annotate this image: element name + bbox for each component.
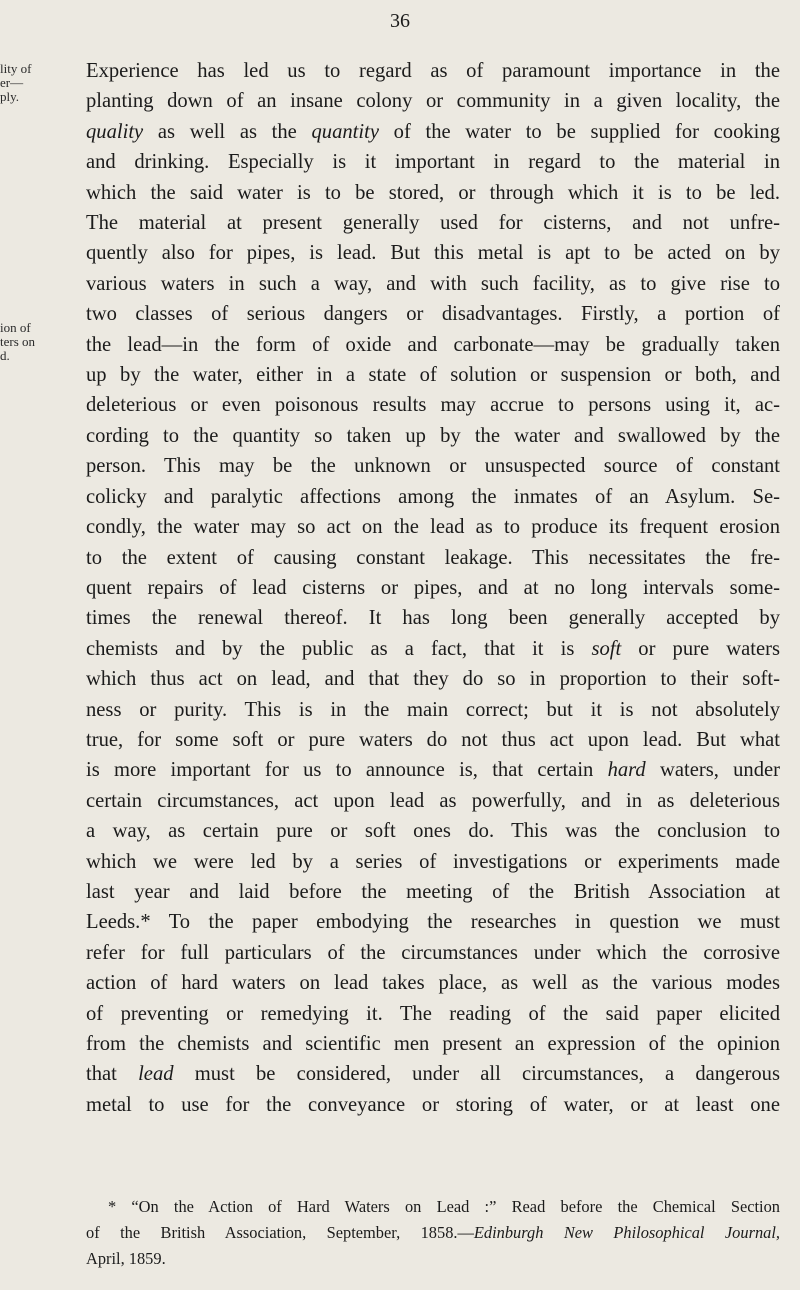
text-run: and drinking. Especially is it important in regard to the material in — [86, 151, 780, 174]
body-line — [86, 56, 780, 86]
body-line — [86, 86, 780, 116]
footnote-line — [86, 1194, 780, 1220]
text-run: of the British Association, September, 1858.— — [86, 1223, 474, 1242]
text-run: to the extent of causing constant leakage. This necessitates the fre- — [86, 546, 780, 569]
margin-note-line: ion of — [0, 320, 31, 335]
body-line — [86, 603, 780, 633]
text-run: certain circumstances, act upon lead as powerfully, and in as deleterious — [86, 789, 780, 812]
text-run: Leeds.* To the paper embodying the researches in question we must — [86, 911, 780, 934]
body-line — [86, 573, 780, 603]
body-line — [86, 147, 780, 177]
text-run: two classes of serious dangers or disadvantages. Firstly, a portion of — [86, 303, 780, 326]
text-run: refer for full particulars of the circumstances under which the corrosive — [86, 941, 780, 964]
body-line — [86, 543, 780, 573]
body-line — [86, 269, 780, 299]
text-run: waters, under — [645, 759, 780, 782]
margin-note-line: lity of — [0, 61, 32, 76]
page-number: 36 — [390, 10, 410, 32]
margin-note-line: er— — [0, 75, 24, 90]
text-run: The material at present generally used for cisterns, and not unfre- — [86, 212, 780, 235]
text-run: ness or purity. This is in the main correct; but it is not absolutely — [86, 698, 780, 721]
body-line — [86, 816, 780, 846]
body-line — [86, 360, 780, 390]
text-run: April, 1859. — [86, 1249, 166, 1268]
text-run: times the renewal thereof. It has long been generally accepted by — [86, 607, 780, 630]
text-run: is more important for us to announce is, that certain — [86, 759, 608, 782]
body-line — [86, 938, 780, 968]
body-line — [86, 330, 780, 360]
italic-text: hard — [607, 759, 646, 782]
body-line — [86, 482, 780, 512]
text-run: as well as the — [143, 120, 312, 143]
body-line — [86, 634, 780, 664]
margin-note-quality-of-water-supply — [0, 62, 58, 104]
italic-text: quality — [86, 120, 144, 143]
body-line — [86, 755, 780, 785]
text-run: up by the water, either in a state of solution or suspension or both, and — [86, 364, 780, 387]
text-run: of preventing or remedying it. The reading of the said paper elicited — [86, 1002, 780, 1025]
italic-text: soft — [591, 637, 622, 660]
body-line — [86, 421, 780, 451]
text-run: which the said water is to be stored, or through which it is to be led. — [86, 181, 780, 204]
text-run: must be considered, under all circumstances, a dangerous — [173, 1063, 780, 1086]
margin-note-line: d. — [0, 348, 10, 363]
text-run: action of hard waters on lead takes place, as well as the various modes — [86, 972, 780, 995]
text-run: which thus act on lead, and that they do so in proportion to their soft- — [86, 668, 780, 691]
body-line — [86, 390, 780, 420]
text-run: deleterious or even poisonous results may accrue to persons using it, ac- — [86, 394, 780, 417]
italic-text: quantity — [311, 120, 379, 143]
body-line — [86, 238, 780, 268]
text-run: that — [86, 1063, 139, 1086]
text-run: quently also for pipes, is lead. But this metal is apt to be acted on by — [86, 242, 780, 265]
text-run: last year and laid before the meeting of the British Association at — [86, 880, 780, 903]
body-line — [86, 299, 780, 329]
body-line — [86, 999, 780, 1029]
body-line — [86, 877, 780, 907]
margin-note-line: ters on — [0, 334, 36, 349]
text-run: true, for some soft or pure waters do not thus act upon lead. But what — [86, 728, 780, 751]
body-line — [86, 512, 780, 542]
text-run: the lead—in the form of oxide and carbonate—may be gradually taken — [86, 333, 780, 356]
body-line — [86, 178, 780, 208]
body-line — [86, 847, 780, 877]
body-line — [86, 208, 780, 238]
italic-text: lead — [138, 1063, 174, 1086]
text-run: which we were led by a series of investigations or experiments made — [86, 850, 780, 873]
body-line — [86, 725, 780, 755]
text-run: chemists and by the public as a fact, that it is — [86, 637, 592, 660]
text-run: planting down of an insane colony or community in a given locality, the — [86, 90, 780, 113]
text-run: condly, the water may so act on the lead as to produce its frequent erosion — [86, 516, 780, 539]
text-run: a way, as certain pure or soft ones do. This was the conclusion to — [86, 820, 780, 843]
body-line — [86, 786, 780, 816]
body-line — [86, 1090, 780, 1120]
footnote-line — [86, 1246, 780, 1272]
body-line — [86, 451, 780, 481]
text-run: from the chemists and scientific men present an expression of the opinion — [86, 1033, 780, 1055]
footnote — [86, 1194, 780, 1272]
margin-note-line: ply. — [0, 89, 20, 104]
body-line — [86, 664, 780, 694]
body-line — [86, 907, 780, 937]
text-run: metal to use for the conveyance or storing of water, or at least one — [86, 1093, 780, 1116]
text-run: person. This may be the unknown or unsuspected source of constant — [86, 455, 780, 478]
footnote-line — [86, 1220, 780, 1246]
text-run: Experience has led us to regard as of paramount importance in the — [86, 60, 780, 82]
text-run: cording to the quantity so taken up by the water and swallowed by the — [86, 424, 780, 447]
text-run: quent repairs of lead cisterns or pipes, and at no long intervals some- — [86, 576, 780, 599]
body-line — [86, 1059, 780, 1089]
text-run: various waters in such a way, and with such facility, as to give rise to — [86, 272, 780, 295]
body-paragraph — [86, 56, 780, 1120]
text-run: or pure waters — [621, 637, 780, 660]
body-line — [86, 695, 780, 725]
body-line — [86, 1029, 780, 1059]
italic-text: Edinburgh New Philosophical Journal, — [473, 1223, 780, 1242]
body-line — [86, 968, 780, 998]
margin-note-action-of-waters-on-lead — [0, 321, 58, 363]
text-run: * “On the Action of Hard Waters on Lead :” Read before the Chemical Section — [108, 1197, 780, 1216]
body-line — [86, 117, 780, 147]
text-run: colicky and paralytic affections among the inmates of an Asylum. Se- — [86, 485, 780, 508]
text-run: of the water to be supplied for cooking — [378, 120, 780, 143]
